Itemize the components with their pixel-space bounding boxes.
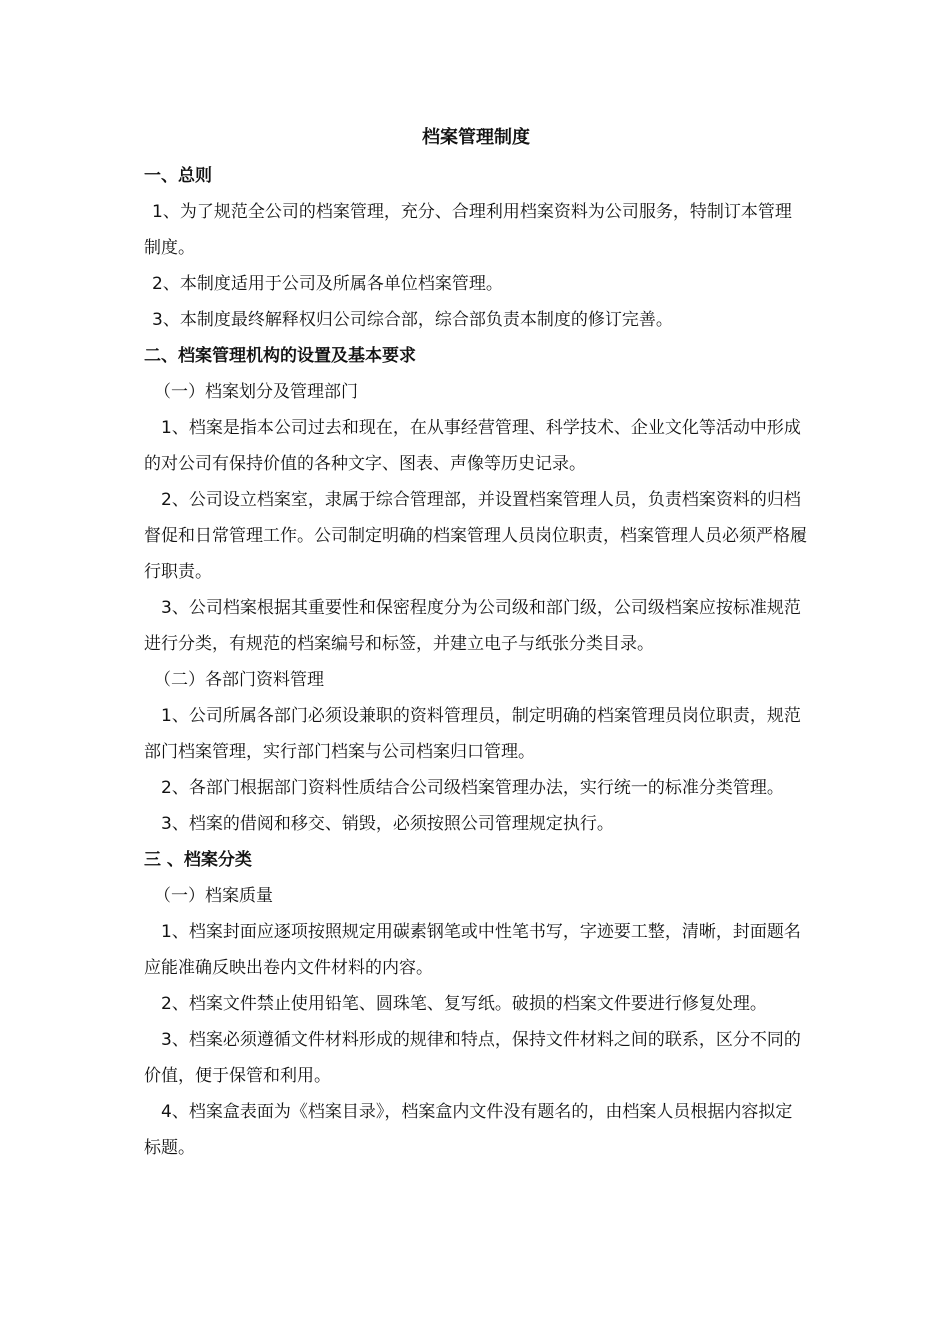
document-title: 档案管理制度 xyxy=(422,127,530,148)
paragraph: 2、公司设立档案室，隶属于综合管理部，并设置档案管理人员，负责档案资料的归档督促和日常管理工作。公司制定明确的档案管理人员岗位职责，档案管理人员必须严格履行职责。 xyxy=(144,490,807,582)
section-heading-general: 一、总则 xyxy=(144,166,212,186)
paragraph: 1、为了规范全公司的档案管理，充分、合理利用档案资料为公司服务，特制订本管理制度。 xyxy=(144,202,792,258)
paragraph: 2、本制度适用于公司及所属各单位档案管理。 xyxy=(152,274,503,294)
paragraph: 3、档案必须遵循文件材料形成的规律和特点，保持文件材料之间的联系，区分不同的价值，便于保管和利用。 xyxy=(144,1030,801,1086)
paragraph: 3、档案的借阅和移交、销毁，必须按照公司管理规定执行。 xyxy=(161,814,614,834)
paragraph: 3、本制度最终解释权归公司综合部，综合部负责本制度的修订完善。 xyxy=(152,310,673,330)
section-heading-organization: 二、档案管理机构的设置及基本要求 xyxy=(144,346,416,366)
paragraph: 3、公司档案根据其重要性和保密程度分为公司级和部门级，公司级档案应按标准规范进行分类，有规范的档案编号和标签，并建立电子与纸张分类目录。 xyxy=(144,598,801,654)
document-body xyxy=(144,122,808,1166)
subsection-heading: （一）档案质量 xyxy=(154,886,273,906)
paragraph: 1、公司所属各部门必须设兼职的资料管理员，制定明确的档案管理员岗位职责，规范部门档案管理，实行部门档案与公司档案归口管理。 xyxy=(144,706,801,762)
paragraph: 1、档案封面应逐项按照规定用碳素钢笔或中性笔书写，字迹要工整，清晰，封面题名应能准确反映出卷内文件材料的内容。 xyxy=(144,922,801,978)
paragraph: 2、档案文件禁止使用铅笔、圆珠笔、复写纸。破损的档案文件要进行修复处理。 xyxy=(161,994,767,1014)
subsection-heading: （二）各部门资料管理 xyxy=(154,670,324,690)
section-heading-classification: 三 、档案分类 xyxy=(144,850,252,870)
subsection-heading: （一）档案划分及管理部门 xyxy=(154,382,358,402)
paragraph: 2、各部门根据部门资料性质结合公司级档案管理办法，实行统一的标准分类管理。 xyxy=(161,778,784,798)
paragraph: 4、档案盒表面为《档案目录》，档案盒内文件没有题名的，由档案人员根据内容拟定标题。 xyxy=(144,1102,793,1158)
paragraph: 1、档案是指本公司过去和现在，在从事经营管理、科学技术、企业文化等活动中形成的对公司有保持价值的各种文字、图表、声像等历史记录。 xyxy=(144,418,801,474)
